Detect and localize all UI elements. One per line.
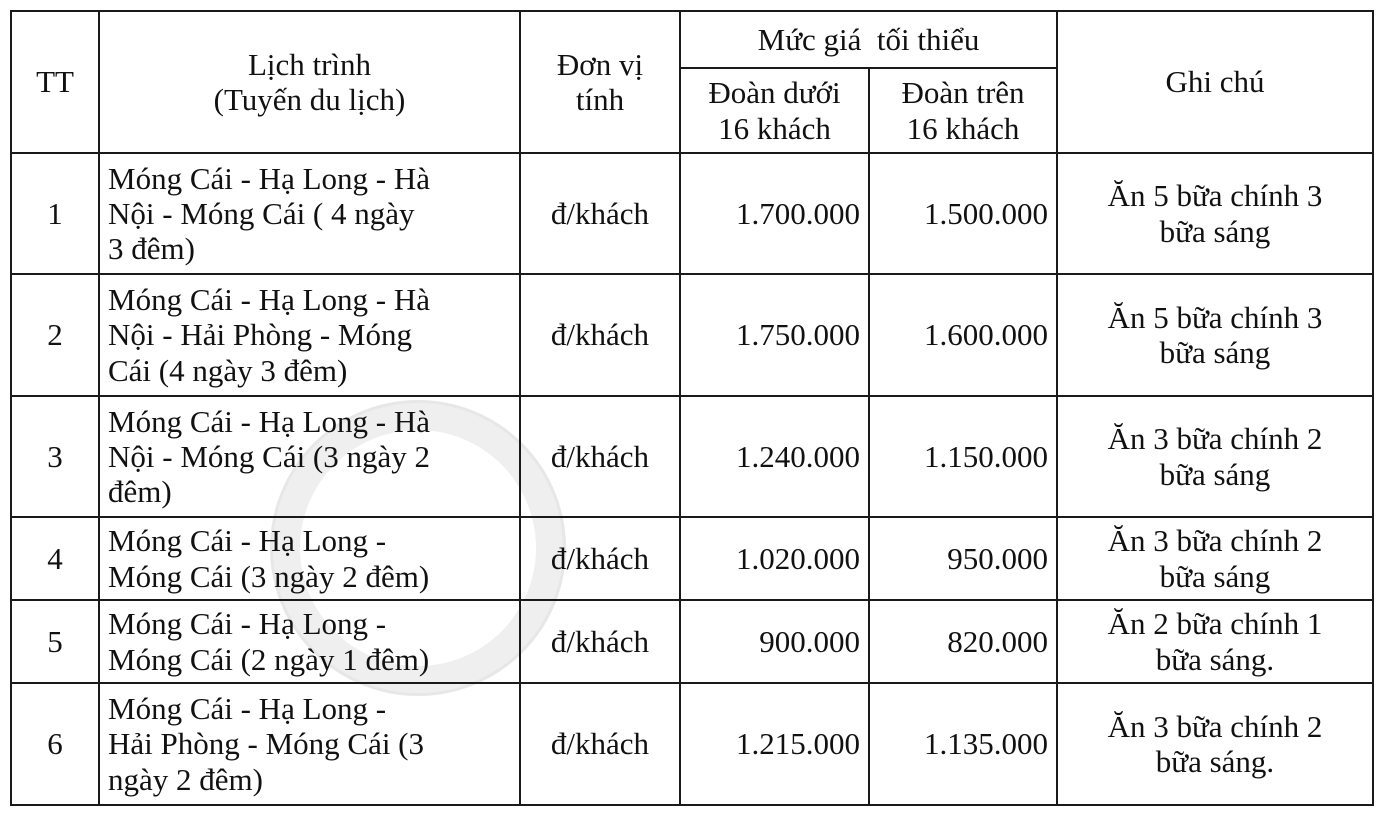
cell-tt: 2	[11, 274, 99, 396]
route-line: Móng Cái (2 ngày 1 đêm)	[108, 641, 430, 677]
note-line: Ăn 3 bữa chính 2	[1107, 421, 1323, 457]
header-note: Ghi chú	[1057, 11, 1373, 153]
header-over16	[869, 68, 1057, 153]
cell-tt: 3	[11, 396, 99, 517]
cell-note	[1057, 517, 1373, 600]
header-over16-line: 16 khách	[906, 110, 1020, 146]
cell-route	[99, 396, 520, 517]
cell-unit: đ/khách	[520, 274, 680, 396]
route-line: Móng Cái - Hạ Long - Hà	[108, 403, 430, 439]
note-line: bữa sáng	[1159, 335, 1271, 370]
route-line: Móng Cái - Hạ Long -	[108, 523, 387, 559]
note-line: bữa sáng.	[1155, 641, 1275, 677]
route-line: ngày 2 đêm)	[108, 761, 263, 797]
route-line: Móng Cái - Hạ Long - Hà	[108, 160, 430, 196]
route-line: Nội - Hải Phòng - Móng	[108, 317, 412, 353]
table-row	[11, 517, 1373, 600]
header-over16-line: Đoàn trên	[901, 75, 1025, 111]
route-line: 3 đêm)	[108, 231, 195, 266]
route-line: Hải Phòng - Móng Cái (3	[108, 726, 425, 762]
route-line: Nội - Móng Cái (3 ngày 2	[108, 438, 431, 474]
tour-price-table	[10, 10, 1374, 806]
header-route-line: Lịch trình	[247, 46, 372, 82]
header-row-1	[11, 11, 1373, 68]
cell-route	[99, 517, 520, 600]
cell-tt: 6	[11, 683, 99, 805]
header-route-line: (Tuyến du lịch)	[213, 82, 406, 117]
note-line: Ăn 3 bữa chính 2	[1107, 523, 1323, 559]
cell-unit: đ/khách	[520, 517, 680, 600]
route-line: đêm)	[108, 474, 172, 509]
header-unit-line: Đơn vị	[556, 46, 644, 82]
cell-price-under16: 900.000	[680, 600, 869, 683]
note-line: Ăn 3 bữa chính 2	[1107, 708, 1323, 744]
cell-price-under16: 1.215.000	[680, 683, 869, 805]
header-tt: TT	[11, 11, 99, 153]
header-unit	[520, 11, 680, 153]
note-line: bữa sáng	[1159, 456, 1271, 492]
table-row	[11, 683, 1373, 805]
header-unit-line: tính	[575, 82, 625, 117]
cell-price-under16: 1.700.000	[680, 153, 869, 274]
table-row	[11, 396, 1373, 517]
cell-unit: đ/khách	[520, 600, 680, 683]
header-route	[99, 11, 520, 153]
cell-unit: đ/khách	[520, 683, 680, 805]
cell-price-over16: 1.500.000	[869, 153, 1057, 274]
cell-price-over16: 950.000	[869, 517, 1057, 600]
cell-note	[1057, 683, 1373, 805]
note-line: bữa sáng.	[1155, 744, 1275, 779]
cell-tt: 5	[11, 600, 99, 683]
cell-price-under16: 1.020.000	[680, 517, 869, 600]
cell-price-over16: 820.000	[869, 600, 1057, 683]
header-price-group: Mức giá tối thiểu	[680, 11, 1057, 68]
table-row	[11, 153, 1373, 274]
route-line: Móng Cái (3 ngày 2 đêm)	[108, 558, 430, 594]
cell-route	[99, 683, 520, 805]
note-line: Ăn 2 bữa chính 1	[1107, 606, 1323, 642]
cell-price-under16: 1.750.000	[680, 274, 869, 396]
header-under16-line: Đoàn dưới	[708, 75, 841, 111]
route-line: Móng Cái - Hạ Long -	[108, 691, 387, 727]
cell-price-over16: 1.150.000	[869, 396, 1057, 517]
cell-route	[99, 600, 520, 683]
cell-note	[1057, 396, 1373, 517]
cell-tt: 1	[11, 153, 99, 274]
cell-price-over16: 1.600.000	[869, 274, 1057, 396]
note-line: Ăn 5 bữa chính 3	[1107, 178, 1323, 214]
header-under16	[680, 68, 869, 153]
cell-unit: đ/khách	[520, 153, 680, 274]
cell-note	[1057, 153, 1373, 274]
route-line: Cái (4 ngày 3 đêm)	[108, 352, 348, 388]
cell-route	[99, 153, 520, 274]
note-line: bữa sáng	[1159, 558, 1271, 594]
note-line: Ăn 5 bữa chính 3	[1107, 299, 1323, 335]
cell-tt: 4	[11, 517, 99, 600]
cell-route	[99, 274, 520, 396]
route-line: Nội - Móng Cái ( 4 ngày	[108, 195, 415, 231]
route-line: Móng Cái - Hạ Long - Hà	[108, 282, 430, 318]
cell-price-under16: 1.240.000	[680, 396, 869, 517]
cell-note	[1057, 274, 1373, 396]
route-line: Móng Cái - Hạ Long -	[108, 606, 387, 642]
cell-price-over16: 1.135.000	[869, 683, 1057, 805]
table-row	[11, 600, 1373, 683]
cell-unit: đ/khách	[520, 396, 680, 517]
note-line: bữa sáng	[1159, 213, 1271, 249]
table-row	[11, 274, 1373, 396]
header-under16-line: 16 khách	[718, 110, 831, 146]
cell-note	[1057, 600, 1373, 683]
